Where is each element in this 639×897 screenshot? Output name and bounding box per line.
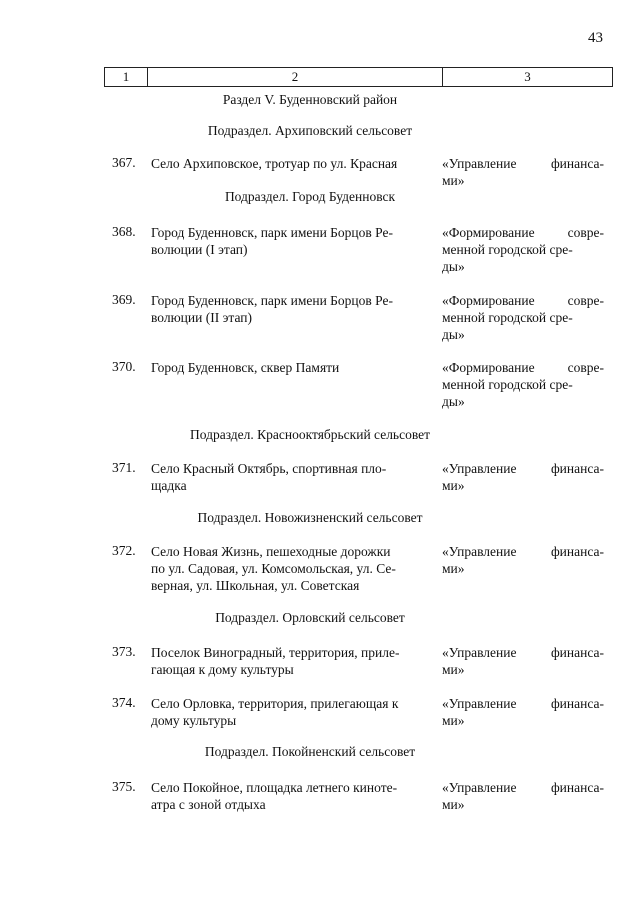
row-object-line: Село Покойное, площадка летнего киноте- (151, 780, 398, 795)
subsection-title: Подраздел. Орловский сельсовет (215, 610, 405, 625)
row-object-line: по ул. Садовая, ул. Комсомольская, ул. Се- (151, 561, 396, 576)
row-program-line: менной городской сре- (442, 310, 573, 325)
row-object (151, 224, 434, 258)
row-program-line: «Управление финанса- (442, 156, 604, 171)
row-object-line: Город Буденновск, парк имени Борцов Ре- (151, 225, 393, 240)
row-program-line: «Управление финанса- (442, 544, 604, 559)
subsection-title: Подраздел. Город Буденновск (224, 189, 396, 204)
row-program-line: ды» (442, 259, 465, 274)
row-program-line: ми» (442, 662, 465, 677)
row-object (151, 292, 434, 326)
header-col-2: 2 (148, 68, 443, 86)
row-program-line: «Формирование совре- (442, 225, 604, 240)
row-program-line: «Управление финанса- (442, 780, 604, 795)
row-object (151, 460, 434, 494)
row-object-line: атра с зоной отдыха (151, 797, 266, 812)
row-program (442, 779, 604, 813)
row-object-line: Поселок Виноградный, территория, приле- (151, 645, 400, 660)
row-program (442, 292, 604, 343)
row-program-line: ми» (442, 561, 465, 576)
header-col-3: 3 (524, 69, 531, 84)
row-program-line: менной городской сре- (442, 377, 573, 392)
table-header (104, 67, 613, 87)
row-number: 375. (112, 779, 136, 794)
row-object (151, 155, 434, 172)
subsection-title: Подраздел. Краснооктябрьский сельсовет (189, 427, 431, 442)
row-object-line: Город Буденновск, парк имени Борцов Ре- (151, 293, 393, 308)
section-title: Раздел V. Буденновский район (222, 92, 398, 107)
row-object (151, 779, 434, 813)
row-number: 371. (112, 460, 136, 475)
row-number: 369. (112, 292, 136, 307)
row-program-line: «Управление финанса- (442, 461, 604, 476)
row-program-line: «Управление финанса- (442, 696, 604, 711)
row-object (151, 543, 434, 594)
row-object-line: Село Новая Жизнь, пешеходные дорожки (151, 544, 391, 559)
row-program (442, 224, 604, 275)
subsection-title: Подраздел. Покойненский сельсовет (204, 744, 416, 759)
row-program (442, 644, 604, 678)
row-program-line: ды» (442, 394, 465, 409)
row-program-line: менной городской сре- (442, 242, 573, 257)
row-program-line: «Формирование совре- (442, 360, 604, 375)
row-object-line: волюции (II этап) (151, 310, 252, 325)
row-object-line: щадка (151, 478, 187, 493)
row-program-line: ми» (442, 173, 465, 188)
row-number: 367. (112, 155, 136, 170)
row-object-line: гающая к дому культуры (151, 662, 294, 677)
subsection-title: Подраздел. Архиповский сельсовет (207, 123, 413, 138)
row-object-line: волюции (I этап) (151, 242, 248, 257)
row-object-line: Село Архиповское, тротуар по ул. Красная (151, 156, 398, 171)
row-program (442, 695, 604, 729)
row-number: 374. (112, 695, 136, 710)
row-program-line: «Формирование совре- (442, 293, 604, 308)
row-object-line: Село Красный Октябрь, спортивная пло- (151, 461, 387, 476)
row-number: 373. (112, 644, 136, 659)
row-program (442, 460, 604, 494)
row-object (151, 695, 434, 729)
row-program-line: ми» (442, 713, 465, 728)
header-col-1: 1 (105, 68, 148, 86)
row-object-line: верная, ул. Школьная, ул. Советская (151, 578, 360, 593)
page-number: 43 (588, 30, 603, 46)
row-number: 370. (112, 359, 136, 374)
row-object (151, 644, 434, 678)
row-object-line: дому культуры (151, 713, 237, 728)
row-number: 372. (112, 543, 136, 558)
row-program (442, 543, 604, 577)
row-number: 368. (112, 224, 136, 239)
row-object (151, 359, 434, 376)
row-object-line: Город Буденновск, сквер Памяти (151, 360, 340, 375)
row-program-line: «Управление финанса- (442, 645, 604, 660)
row-program-line: ми» (442, 478, 465, 493)
row-program-line: ми» (442, 797, 465, 812)
subsection-title: Подраздел. Новожизненский сельсовет (197, 510, 423, 525)
row-object-line: Село Орловка, территория, прилегающая к (151, 696, 399, 711)
row-program (442, 155, 604, 189)
row-program-line: ды» (442, 327, 465, 342)
row-program (442, 359, 604, 410)
